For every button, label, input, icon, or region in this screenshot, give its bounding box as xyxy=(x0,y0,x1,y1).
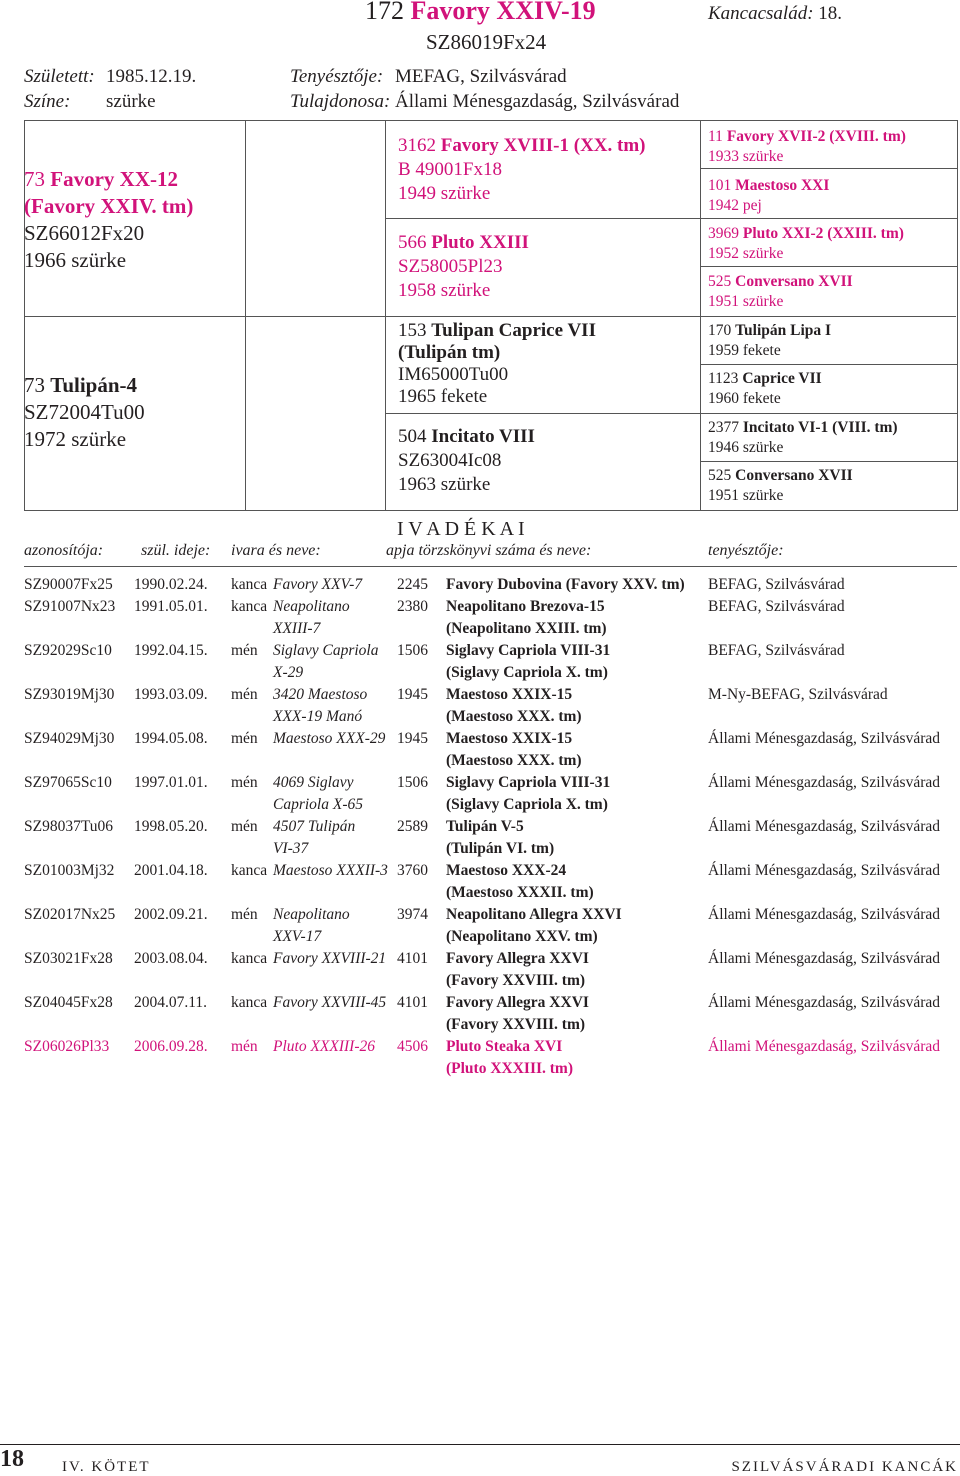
offspring-breeder: Állami Ménesgazdaság, Szilvásvárad xyxy=(708,818,940,835)
sire-name-tm: (Favory XXVIII. tm) xyxy=(446,972,586,989)
sire-reg-number: 4101 xyxy=(397,994,428,1011)
col-header-date: szül. ideje: xyxy=(141,542,211,559)
dd-name: Incitato VIII xyxy=(431,426,535,447)
sire-name: Maestoso XXIX-15 xyxy=(446,730,573,747)
ds-code: IM65000Tu00 xyxy=(398,364,509,385)
offspring-birth-date: 1990.02.24. xyxy=(134,576,208,593)
offspring-name: Maestoso XXXII-3 xyxy=(273,862,388,879)
sd-code: SZ58005Pl23 xyxy=(398,256,503,277)
born-value: 1985.12.19. xyxy=(106,66,197,87)
gg-entry xyxy=(708,369,822,408)
color-label: Színe: xyxy=(24,91,71,112)
gg-name: Tulipán Lipa I xyxy=(735,322,832,339)
sd-year-color: 1958 szürke xyxy=(398,280,491,301)
offspring-birth-date: 1991.05.01. xyxy=(134,598,208,615)
dam-dam-block xyxy=(398,425,535,497)
pedigree-top-rule xyxy=(24,120,957,121)
dam-block xyxy=(24,372,145,453)
gg-number: 3969 xyxy=(708,225,739,242)
gg-year-color: 1946 szürke xyxy=(708,438,784,456)
offspring-birth-date: 1994.05.08. xyxy=(134,730,208,747)
offspring-sex: kanca xyxy=(231,862,268,879)
offspring-name: Favory XXVIII-21 xyxy=(273,950,387,967)
ds-name-tm: (Tulipán tm) xyxy=(398,342,501,363)
sire-name: Neapolitano Brezova-15 xyxy=(446,598,605,615)
sire-name-tm: (Maestoso XXXII. tm) xyxy=(446,884,594,901)
offspring-row xyxy=(0,948,960,992)
breeder-label: Tenyésztője: xyxy=(290,66,384,87)
offspring-breeder: BEFAG, Szilvásvárad xyxy=(708,598,845,615)
pedigree-col-rule-3 xyxy=(700,120,701,511)
gg-entry xyxy=(708,272,853,311)
sire-reg-number: 2245 xyxy=(397,576,428,593)
gg-rule xyxy=(700,364,957,365)
gg-year-color: 1959 fekete xyxy=(708,341,781,359)
offspring-sex: mén xyxy=(231,1038,258,1055)
gg-number: 170 xyxy=(708,322,732,339)
gg-year-color: 1960 fekete xyxy=(708,389,781,407)
sire-name: Siglavy Capriola VIII-31 xyxy=(446,774,611,791)
gg-entry xyxy=(708,224,904,263)
gg-number: 11 xyxy=(708,128,723,145)
dam-year-color: 1972 szürke xyxy=(24,427,127,451)
gg-name: Conversano XVII xyxy=(735,467,853,484)
offspring-title: I V A D É K A I xyxy=(397,518,525,540)
col-header-sex-name: ivara és neve: xyxy=(231,542,321,559)
offspring-id: SZ90007Fx25 xyxy=(24,576,113,593)
sire-reg-number: 2589 xyxy=(397,818,428,835)
offspring-birth-date: 2002.09.21. xyxy=(134,906,208,923)
dd-code: SZ63004Ic08 xyxy=(398,450,502,471)
sire-reg-number: 1945 xyxy=(397,686,428,703)
offspring-row xyxy=(0,772,960,816)
sire-name-tm: (Favory XXVIII. tm) xyxy=(446,1016,586,1033)
offspring-breeder: BEFAG, Szilvásvárad xyxy=(708,576,845,593)
offspring-sex: kanca xyxy=(231,994,268,1011)
ds-name: Tulipan Caprice VII xyxy=(431,320,596,341)
breeder-value: MEFAG, Szilvásvárad xyxy=(395,66,567,87)
mare-family xyxy=(708,3,842,25)
offspring-name: 4069 Siglavy xyxy=(273,774,354,791)
gg-entry xyxy=(708,127,906,166)
sire-name: Favory XX-12 xyxy=(50,167,178,191)
gg-name: Maestoso XXI xyxy=(735,177,830,194)
sire-dam-block xyxy=(398,231,529,303)
offspring-id: SZ98037Tu06 xyxy=(24,818,114,835)
gg-rule xyxy=(700,461,957,462)
offspring-birth-date: 1997.01.01. xyxy=(134,774,208,791)
sire-number: 73 xyxy=(24,167,45,191)
offspring-id: SZ03021Fx28 xyxy=(24,950,113,967)
sire-name: Tulipán V-5 xyxy=(446,818,524,835)
offspring-row xyxy=(0,640,960,684)
gg-name: Incitato VI-1 (VIII. tm) xyxy=(742,419,898,436)
offspring-birth-date: 2003.08.04. xyxy=(134,950,208,967)
sire-name-tm: (Tulipán VI. tm) xyxy=(446,840,555,857)
offspring-name-cont: XXV-17 xyxy=(273,928,322,945)
gg-name: Conversano XVII xyxy=(735,273,853,290)
offspring-name-cont: Capriola X-65 xyxy=(273,796,363,813)
offspring-header-rule xyxy=(24,566,957,567)
pedigree-right-rule xyxy=(957,120,958,511)
sire-name-tm: (Neapolitano XXV. tm) xyxy=(446,928,598,945)
sire-name-tm: (Siglavy Capriola X. tm) xyxy=(446,664,608,681)
offspring-breeder: Állami Ménesgazdaság, Szilvásvárad xyxy=(708,862,940,879)
offspring-row xyxy=(0,992,960,1036)
pedigree-col-rule-2 xyxy=(385,120,386,511)
sire-name-tm: (Favory XXIV. tm) xyxy=(24,194,194,218)
gen2-rule-bottom xyxy=(386,413,957,414)
offspring-breeder: Állami Ménesgazdaság, Szilvásvárad xyxy=(708,774,940,791)
horse-code: SZ86019Fx24 xyxy=(426,30,547,54)
offspring-id: SZ94029Mj30 xyxy=(24,730,115,747)
sire-name: Maestoso XXIX-15 xyxy=(446,686,573,703)
gg-entry xyxy=(708,466,853,505)
sire-reg-number: 1506 xyxy=(397,774,428,791)
offspring-name: Maestoso XXX-29 xyxy=(273,730,386,747)
sire-sire-block xyxy=(398,134,646,206)
offspring-row xyxy=(0,860,960,904)
sd-name: Pluto XXIII xyxy=(431,232,529,253)
gg-number: 1123 xyxy=(708,370,739,387)
born-label: Született: xyxy=(24,66,95,87)
offspring-id: SZ93019Mj30 xyxy=(24,686,115,703)
gg-number: 101 xyxy=(708,177,732,194)
page-title xyxy=(365,0,596,26)
offspring-sex: kanca xyxy=(231,576,268,593)
mare-family-label: Kancacsalád: xyxy=(708,3,814,24)
sire-name-tm: (Neapolitano XXIII. tm) xyxy=(446,620,607,637)
offspring-sex: kanca xyxy=(231,598,268,615)
pedigree-mid-rule xyxy=(24,316,956,317)
ss-name: Favory XVIII-1 (XX. tm) xyxy=(440,135,646,156)
sire-name: Favory Allegra XXVI xyxy=(446,994,589,1011)
volume-label: IV. KÖTET xyxy=(62,1459,151,1475)
offspring-sex: kanca xyxy=(231,950,268,967)
offspring-name: Pluto XXXIII-26 xyxy=(273,1038,376,1055)
gen2-rule-top xyxy=(386,218,957,219)
sire-name-tm: (Maestoso XXX. tm) xyxy=(446,708,582,725)
offspring-id: SZ97065Sc10 xyxy=(24,774,112,791)
offspring-birth-date: 1992.04.15. xyxy=(134,642,208,659)
owner-label: Tulajdonosa: xyxy=(290,91,391,112)
offspring-row xyxy=(0,596,960,640)
offspring-name-cont: X-29 xyxy=(273,664,304,681)
offspring-name: Neapolitano xyxy=(273,598,350,615)
footer-rule xyxy=(0,1444,960,1445)
ss-code: B 49001Fx18 xyxy=(398,159,502,180)
offspring-breeder: Állami Ménesgazdaság, Szilvásvárad xyxy=(708,730,940,747)
ds-year-color: 1965 fekete xyxy=(398,386,488,407)
gg-year-color: 1952 szürke xyxy=(708,244,784,262)
sire-name-tm: (Siglavy Capriola X. tm) xyxy=(446,796,608,813)
dd-number: 504 xyxy=(398,426,427,447)
offspring-sex: mén xyxy=(231,730,258,747)
col-header-breeder: tenyésztője: xyxy=(708,542,784,559)
sire-year-color: 1966 szürke xyxy=(24,248,127,272)
offspring-name-cont: XXX-19 Manó xyxy=(273,708,363,725)
offspring-id: SZ04045Fx28 xyxy=(24,994,113,1011)
gg-rule xyxy=(700,266,957,267)
offspring-id: SZ06026Pl33 xyxy=(24,1038,110,1055)
gg-name: Pluto XXI-2 (XXIII. tm) xyxy=(742,225,904,242)
sire-name-tm: (Pluto XXXIII. tm) xyxy=(446,1060,574,1077)
sire-reg-number: 4506 xyxy=(397,1038,428,1055)
offspring-id: SZ91007Nx23 xyxy=(24,598,116,615)
offspring-name: Neapolitano xyxy=(273,906,350,923)
sire-reg-number: 3974 xyxy=(397,906,428,923)
mare-family-value: 18. xyxy=(818,3,843,24)
sire-name: Pluto Steaka XVI xyxy=(446,1038,563,1055)
owner-value: Állami Ménesgazdaság, Szilvásvárad xyxy=(395,91,680,112)
sire-name-tm: (Maestoso XXX. tm) xyxy=(446,752,582,769)
pedigree-col-rule-1 xyxy=(245,120,246,511)
offspring-birth-date: 1993.03.09. xyxy=(134,686,208,703)
title-name: Favory XXIV-19 xyxy=(410,0,596,25)
offspring-birth-date: 2006.09.28. xyxy=(134,1038,208,1055)
dam-name: Tulipán-4 xyxy=(50,373,138,397)
gg-year-color: 1942 pej xyxy=(708,196,762,214)
sire-name: Maestoso XXX-24 xyxy=(446,862,567,879)
offspring-name-cont: VI-37 xyxy=(273,840,309,857)
dd-year-color: 1963 szürke xyxy=(398,474,491,495)
sire-reg-number: 2380 xyxy=(397,598,428,615)
gg-year-color: 1951 szürke xyxy=(708,486,784,504)
offspring-name: 3420 Maestoso xyxy=(273,686,368,703)
offspring-breeder: Állami Ménesgazdaság, Szilvásvárad xyxy=(708,1038,940,1055)
offspring-birth-date: 2004.07.11. xyxy=(134,994,208,1011)
offspring-name-cont: XXIII-7 xyxy=(273,620,321,637)
gg-name: Caprice VII xyxy=(742,370,822,387)
offspring-row xyxy=(0,816,960,860)
sire-name: Neapolitano Allegra XXVI xyxy=(446,906,622,923)
book-title: SZILVÁSVÁRADI KANCÁK xyxy=(731,1459,958,1475)
gg-year-color: 1933 szürke xyxy=(708,147,784,165)
pedigree-bottom-rule xyxy=(24,510,957,511)
gg-name: Favory XVII-2 (XVIII. tm) xyxy=(726,128,906,145)
sire-reg-number: 4101 xyxy=(397,950,428,967)
sire-reg-number: 1506 xyxy=(397,642,428,659)
offspring-name: Favory XXVIII-45 xyxy=(273,994,387,1011)
sire-code: SZ66012Fx20 xyxy=(24,221,145,245)
offspring-sex: mén xyxy=(231,774,258,791)
ss-year-color: 1949 szürke xyxy=(398,183,491,204)
offspring-breeder: Állami Ménesgazdaság, Szilvásvárad xyxy=(708,994,940,1011)
col-header-id: azonosítója: xyxy=(24,542,104,559)
dam-code: SZ72004Tu00 xyxy=(24,400,145,424)
offspring-id: SZ01003Mj32 xyxy=(24,862,115,879)
offspring-breeder: Állami Ménesgazdaság, Szilvásvárad xyxy=(708,950,940,967)
offspring-row xyxy=(0,1036,960,1080)
offspring-sex: mén xyxy=(231,818,258,835)
offspring-row xyxy=(0,684,960,728)
sire-name: Favory Allegra XXVI xyxy=(446,950,589,967)
offspring-breeder: Állami Ménesgazdaság, Szilvásvárad xyxy=(708,906,940,923)
gg-year-color: 1951 szürke xyxy=(708,292,784,310)
sire-reg-number: 3760 xyxy=(397,862,428,879)
offspring-name: 4507 Tulipán xyxy=(273,818,356,835)
col-header-sire: apja törzskönyvi száma és neve: xyxy=(386,542,592,559)
title-number: 172 xyxy=(365,0,404,25)
page-number: 18 xyxy=(0,1446,24,1472)
sire-name: Favory Dubovina (Favory XXV. tm) xyxy=(446,576,685,593)
offspring-row xyxy=(0,728,960,772)
gg-rule xyxy=(700,168,957,169)
offspring-breeder: M-Ny-BEFAG, Szilvásvárad xyxy=(708,686,888,703)
gg-entry xyxy=(708,418,898,457)
ds-number: 153 xyxy=(398,320,427,341)
offspring-id: SZ92029Sc10 xyxy=(24,642,112,659)
gg-number: 525 xyxy=(708,273,732,290)
offspring-breeder: BEFAG, Szilvásvárad xyxy=(708,642,845,659)
gg-entry xyxy=(708,176,829,215)
dam-sire-block xyxy=(398,320,596,408)
ss-number: 3162 xyxy=(398,135,436,156)
color-value: szürke xyxy=(106,91,156,112)
gg-entry xyxy=(708,321,831,360)
sd-number: 566 xyxy=(398,232,427,253)
dam-number: 73 xyxy=(24,373,45,397)
gg-number: 525 xyxy=(708,467,732,484)
offspring-sex: mén xyxy=(231,686,258,703)
sire-name: Siglavy Capriola VIII-31 xyxy=(446,642,611,659)
offspring-birth-date: 2001.04.18. xyxy=(134,862,208,879)
offspring-sex: mén xyxy=(231,906,258,923)
offspring-name: Favory XXV-7 xyxy=(273,576,363,593)
gg-number: 2377 xyxy=(708,419,739,436)
offspring-birth-date: 1998.05.20. xyxy=(134,818,208,835)
sire-block xyxy=(24,166,193,274)
offspring-row xyxy=(0,904,960,948)
offspring-sex: mén xyxy=(231,642,258,659)
sire-reg-number: 1945 xyxy=(397,730,428,747)
offspring-name: Siglavy Capriola xyxy=(273,642,379,659)
offspring-id: SZ02017Nx25 xyxy=(24,906,116,923)
